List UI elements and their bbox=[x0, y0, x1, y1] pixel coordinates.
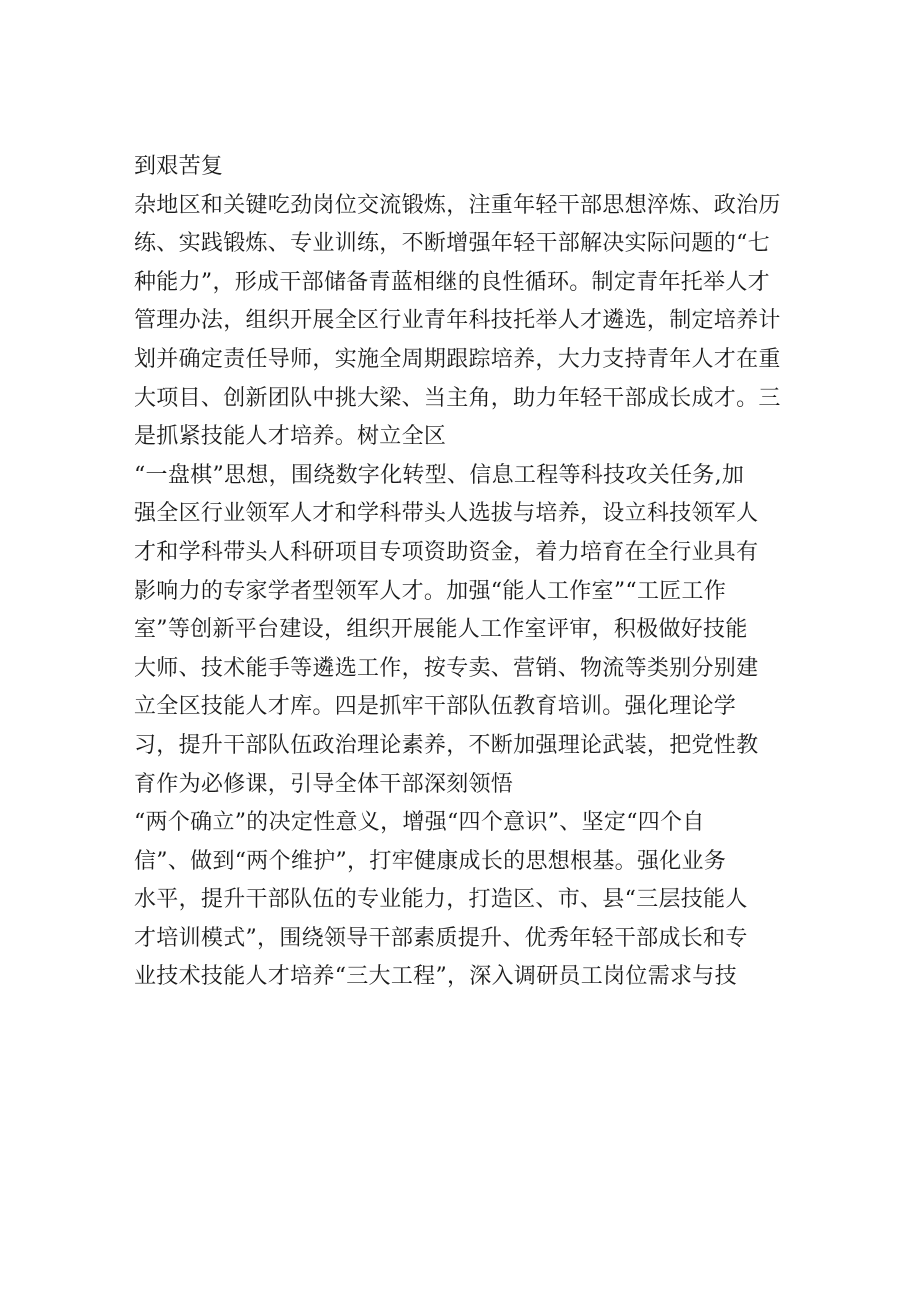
text-line: 习，提升干部队伍政治理论素养，不断加强理论武装，把党性教 bbox=[134, 732, 759, 758]
text-line: 信”、做到“两个维护”，打牢健康成长的思想根基。强化业务 bbox=[134, 848, 727, 874]
text-line: 种能力”，形成干部储备青蓝相继的良性循环。制定青年托举人才 bbox=[134, 269, 770, 295]
text-line: 影响力的专家学者型领军人才。加强“能人工作室”“工匠工作 bbox=[134, 578, 727, 604]
text-line: 杂地区和关键吃劲岗位交流锻炼，注重年轻干部思想淬炼、政治历 bbox=[134, 192, 781, 218]
text-line: 大项目、创新团队中挑大梁、当主角，助力年轻干部成长成才。三 bbox=[134, 385, 781, 411]
text-line: 才培训模式”，围绕领导干部素质提升、优秀年轻干部成长和专 bbox=[134, 925, 748, 951]
body-text bbox=[134, 148, 814, 997]
text-line: 育作为必修课，引导全体干部深刻领悟 bbox=[134, 771, 514, 797]
text-line: “两个确立”的决定性意义，增强“四个意识”、坚定“四个自 bbox=[134, 810, 705, 836]
text-line: 业技术技能人才培养“三大工程”，深入调研员工岗位需求与技 bbox=[134, 964, 737, 990]
text-line: 大师、技术能手等遴选工作，按专卖、营销、物流等类别分别建 bbox=[134, 655, 759, 681]
text-line: 立全区技能人才库。四是抓牢干部队伍教育培训。强化理论学 bbox=[134, 694, 737, 720]
text-line: 练、实践锻炼、专业训练，不断增强年轻干部解决实际问题的“七 bbox=[134, 231, 770, 257]
text-line: 强全区行业领军人才和学科带头人选拔与培养，设立科技领军人 bbox=[134, 501, 759, 527]
text-line: 划并确定责任导师，实施全周期跟踪培养，大力支持青年人才在重 bbox=[134, 346, 781, 372]
text-line: 管理办法，组织开展全区行业青年科技托举人才遴选，制定培养计 bbox=[134, 308, 781, 334]
text-line: 是抓紧技能人才培养。树立全区 bbox=[134, 424, 447, 450]
text-line: 水平，提升干部队伍的专业能力，打造区、市、县“三层技能人 bbox=[134, 887, 748, 913]
text-line: 室”等创新平台建设，组织开展能人工作室评审，积极做好技能 bbox=[134, 617, 748, 643]
text-line: “一盘棋”思想，围绕数字化转型、信息工程等科技攻关任务,加 bbox=[134, 462, 745, 488]
text-line: 才和学科带头人科研项目专项资助资金，着力培育在全行业具有 bbox=[134, 539, 759, 565]
text-line: 到艰苦复 bbox=[134, 154, 224, 179]
